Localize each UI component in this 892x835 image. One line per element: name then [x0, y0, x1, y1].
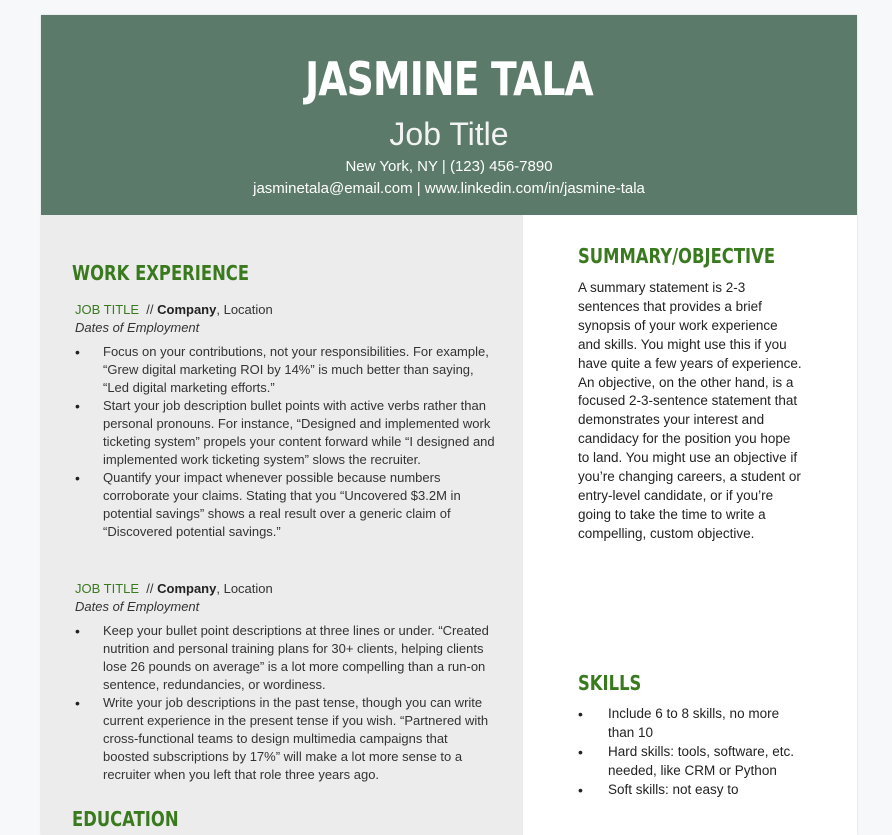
summary-text: A summary statement is 2-3 sentences that provides a brief synopsis of your work experience and skills. You might use this if you have quite a few years of experience. An objective, on the other hand, is a focused 2-3-sentence statement that demonstrates your interest and candidacy for the position you hope to land. You might use an objective if you’re changing careers, a student or entry-level candidate, or if you’re going to take the time to write a compelling, custom objective.	[578, 280, 802, 541]
job-1-separator: //	[139, 302, 158, 317]
job-2-location: , Location	[216, 581, 273, 596]
right-column	[523, 215, 857, 835]
job-1-bullets	[75, 343, 495, 541]
job-2-company: Company	[157, 581, 217, 596]
job-2-dates: Dates of Employment	[75, 599, 200, 614]
job-1-title: JOB TITLE	[75, 302, 140, 317]
job-2-separator: //	[139, 581, 158, 596]
job-2-heading	[75, 580, 273, 598]
job-2-bullet: • Write your job descriptions in the past tense, though you can write current experience in the present tense if you wish. “Partnered with cross-functional teams to design multimedia campaigns that boosted subscriptions by 17%” will make a lot more sense to a recruiter when you left that role three years ago.	[75, 694, 495, 784]
skill-item: • Include 6 to 8 skills, no more than 10	[578, 705, 808, 743]
resume-page	[41, 15, 857, 835]
left-column	[41, 215, 523, 835]
skills-list	[578, 705, 808, 800]
job-1-company: Company	[157, 302, 217, 317]
job-1-location: , Location	[216, 302, 273, 317]
education-heading: EDUCATION	[72, 807, 179, 831]
job-1-bullet: • Quantify your impact whenever possible because numbers corroborate your claims. Stating that you “Uncovered $3.2M in potential savings” shows a real result over a generic claim of “Discovered potential savings.”	[75, 469, 495, 541]
job-1-heading	[75, 301, 273, 319]
resume-header	[41, 15, 857, 215]
job-1-bullet: • Focus on your contributions, not your responsibilities. For example, “Grew digital marketing ROI by 14%” is much better than saying, “Led digital marketing efforts.”	[75, 343, 495, 397]
job-2-title: JOB TITLE	[75, 581, 140, 596]
job-2-bullet: • Keep your bullet point descriptions at three lines or under. “Created nutrition and personal training plans for 30+ clients, helping clients lose 26 pounds on average” is a lot more compelling than a run-on sentence, redundancies, or wordiness.	[75, 622, 495, 694]
job-2-bullets	[75, 622, 495, 784]
candidate-job-title: Job Title	[389, 116, 509, 152]
skill-item: • Hard skills: tools, software, etc. needed, like CRM or Python	[578, 743, 808, 781]
skills-heading: SKILLS	[578, 671, 642, 695]
contact-email-linkedin: jasminetala@email.com | www.linkedin.com/in/jasmine-tala	[253, 180, 645, 197]
job-1-bullet: • Start your job description bullet points with active verbs rather than personal pronouns. For instance, “Designed and implemented work ticketing system” propels your content forward while “I designed and implemented work ticketing system” slows the recruiter.	[75, 397, 495, 469]
candidate-name: JASMINE TALA	[305, 52, 593, 106]
summary-heading: SUMMARY/OBJECTIVE	[578, 244, 776, 268]
work-experience-heading: WORK EXPERIENCE	[72, 261, 250, 285]
contact-location-phone: New York, NY | (123) 456-7890	[345, 158, 553, 175]
job-1-dates: Dates of Employment	[75, 320, 200, 335]
skill-item: • Soft skills: not easy to	[578, 781, 808, 800]
